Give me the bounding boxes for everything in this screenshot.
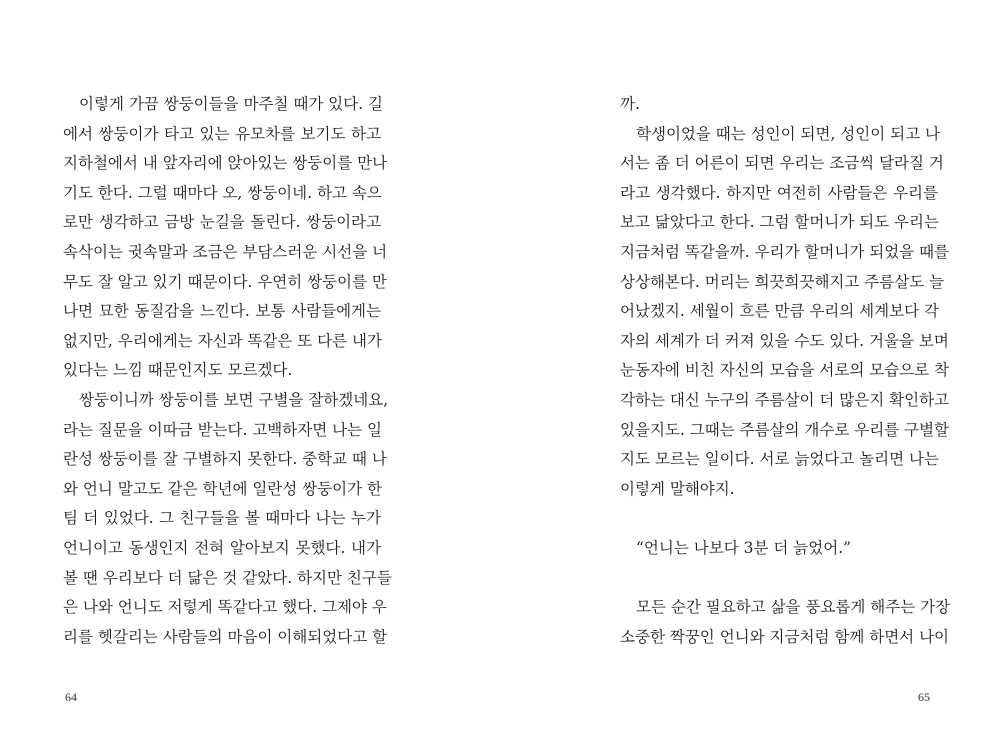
text-line: 눈동자에 비친 자신의 모습을 서로의 모습으로 착 xyxy=(620,361,950,380)
text-line: 있다는 느낌 때문인지도 모르겠다. xyxy=(63,361,293,380)
text-line: 리를 헷갈리는 사람들의 마음이 이해되었다고 할 xyxy=(63,627,388,646)
text-line: 소중한 짝꿍인 언니와 지금처럼 함께 하면서 나이 xyxy=(620,627,950,646)
page-number-right: 65 xyxy=(918,690,930,704)
text-line: 이렇게 가끔 쌍둥이들을 마주칠 때가 있다. 길 xyxy=(79,95,384,113)
text-line: 지도 모르는 일이다. 서로 늙었다고 놀리면 나는 xyxy=(620,450,939,469)
text-line: 서는 좀 더 어른이 되면 우리는 조금씩 달라질 거 xyxy=(620,154,944,173)
text-line: 라고 생각했다. 하지만 여전히 사람들은 우리를 xyxy=(620,183,938,202)
text-line: 까. xyxy=(620,95,640,113)
text-line: 에서 쌍둥이가 타고 있는 유모차를 보기도 하고 xyxy=(63,124,381,143)
text-line: 로만 생각하고 금방 눈길을 돌린다. 쌍둥이라고 xyxy=(63,213,381,232)
text-line: 와 언니 말고도 같은 학년에 일란성 쌍둥이가 한 xyxy=(63,479,382,498)
text-line: 이렇게 말해야지. xyxy=(620,479,735,498)
text-line: 자의 세계가 더 커져 있을 수도 있다. 거울을 보며 xyxy=(620,331,949,350)
text-line: 볼 땐 우리보다 더 닮은 것 같았다. 하지만 친구들 xyxy=(63,568,392,587)
text-line: 기도 한다. 그럴 때마다 오, 쌍둥이네. 하고 속으 xyxy=(63,183,382,202)
text-line: 은 나와 언니도 저렇게 똑같다고 했다. 그제야 우 xyxy=(63,598,387,617)
text-line: 각하는 대신 누구의 주름살이 더 많은지 확인하고 xyxy=(620,390,950,409)
text-line: 보고 닮았다고 한다. 그럼 할머니가 되도 우리는 xyxy=(620,213,939,232)
text-line: 모든 순간 필요하고 삶을 풍요롭게 해주는 가장 xyxy=(636,598,951,617)
text-line: 란성 쌍둥이를 잘 구별하지 못한다. 중학교 때 나 xyxy=(63,450,387,469)
text-line: 학생이었을 때는 성인이 되면, 성인이 되고 나 xyxy=(636,124,941,143)
text-line: 쌍둥이니까 쌍둥이를 보면 구별을 잘하겠네요, xyxy=(79,390,389,409)
text-line: 상상해본다. 머리는 희끗희끗해지고 주름살도 늘 xyxy=(620,272,945,291)
text-line: 무도 잘 알고 있기 때문이다. 우연히 쌍둥이를 만 xyxy=(63,272,387,291)
text-line: 있을지도. 그때는 주름살의 개수로 우리를 구별할 xyxy=(620,420,950,439)
text-line: 언니이고 동생인지 전혀 알아보지 못했다. 내가 xyxy=(63,538,381,557)
paragraph-gap xyxy=(620,504,938,534)
text-line: 지하철에서 내 앞자리에 앉아있는 쌍둥이를 만나 xyxy=(63,154,388,173)
quote-line: “언니는 나보다 3분 더 늙었어.” xyxy=(636,538,852,557)
text-line: 없지만, 우리에게는 자신과 똑같은 또 다른 내가 xyxy=(63,331,382,350)
text-line: 팀 더 있었다. 그 친구들을 볼 때마다 나는 누가 xyxy=(63,509,381,528)
text-line: 어났겠지. 세월이 흐른 만큼 우리의 세계보다 각 xyxy=(620,302,939,321)
text-line: 속삭이는 귓속말과 조금은 부담스러운 시선을 너 xyxy=(63,242,388,261)
right-page xyxy=(620,90,951,652)
text-line: 지금처럼 똑같을까. 우리가 할머니가 되었을 때를 xyxy=(620,242,950,261)
page-number-left: 64 xyxy=(65,690,77,704)
text-line: 라는 질문을 이따금 받는다. 고백하자면 나는 일 xyxy=(63,420,382,439)
paragraph-gap xyxy=(620,564,938,594)
left-page xyxy=(63,90,392,652)
text-line: 나면 묘한 동질감을 느낀다. 보통 사람들에게는 xyxy=(63,302,381,321)
